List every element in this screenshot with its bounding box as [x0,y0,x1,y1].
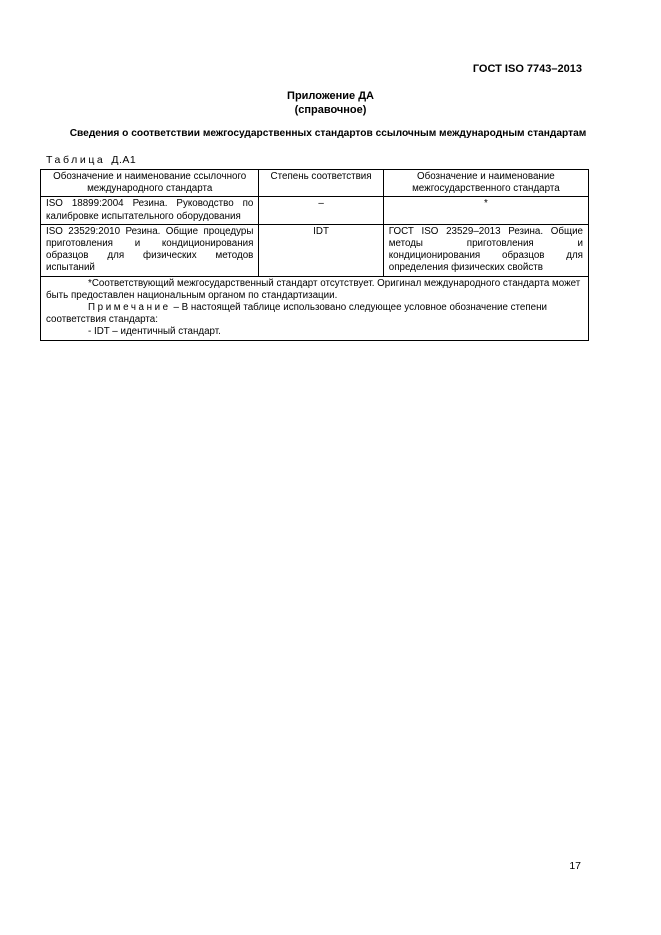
cell-degree: IDT [259,224,383,276]
reference-table [40,169,589,341]
footnote-cell [41,276,589,340]
annex-heading [0,89,661,117]
table-row [41,197,589,224]
annex-title: Приложение ДА [287,90,374,102]
table-row [41,224,589,276]
table-caption-word: Таблица [46,154,106,166]
note-item: - IDT – идентичный стандарт. [88,326,221,338]
cell-international-standard: ISO 18899:2004 Резина. Руководство по калибровке испытательного оборудования [41,197,259,224]
page-number: 17 [569,860,581,872]
footnote-text: *Соответствующий межгосударственный стандарт отсутствует. Оригинал международного стандарта может быть предоставлен национальным органом по стандартизации. [46,277,581,301]
cell-degree: – [259,197,383,224]
cell-interstate-standard: * [383,197,588,224]
cell-international-standard: ISO 23529:2010 Резина. Общие процедуры приготовления и кондиционирования образцов для физических методов испытаний [41,224,259,276]
header-degree-of-conformity: Степень соответствия [259,170,383,197]
section-title: Сведения о соответствии межгосударственных стандартов ссылочным международным стандартам [69,128,587,139]
table-footnote-row [41,276,589,340]
note-label: Примечание [88,302,171,314]
table-caption-number: Д.А1 [111,154,137,166]
cell-interstate-standard: ГОСТ ISO 23529–2013 Резина. Общие методы приготовления и кондиционирования образцов для определения физических свойств [383,224,588,276]
header-interstate-standard: Обозначение и наименование межгосударственного стандарта [383,170,588,197]
table-header-row [41,170,589,197]
document-code: ГОСТ ISO 7743–2013 [472,63,582,75]
note [46,302,583,326]
table-caption [46,154,136,166]
header-international-standard: Обозначение и наименование ссылочного международного стандарта [41,170,259,197]
annex-subtitle: (справочное) [294,104,367,116]
note-text: – В настоящей таблице использовано следующее условное обозначение степени соответствия стандарта: [46,302,547,326]
